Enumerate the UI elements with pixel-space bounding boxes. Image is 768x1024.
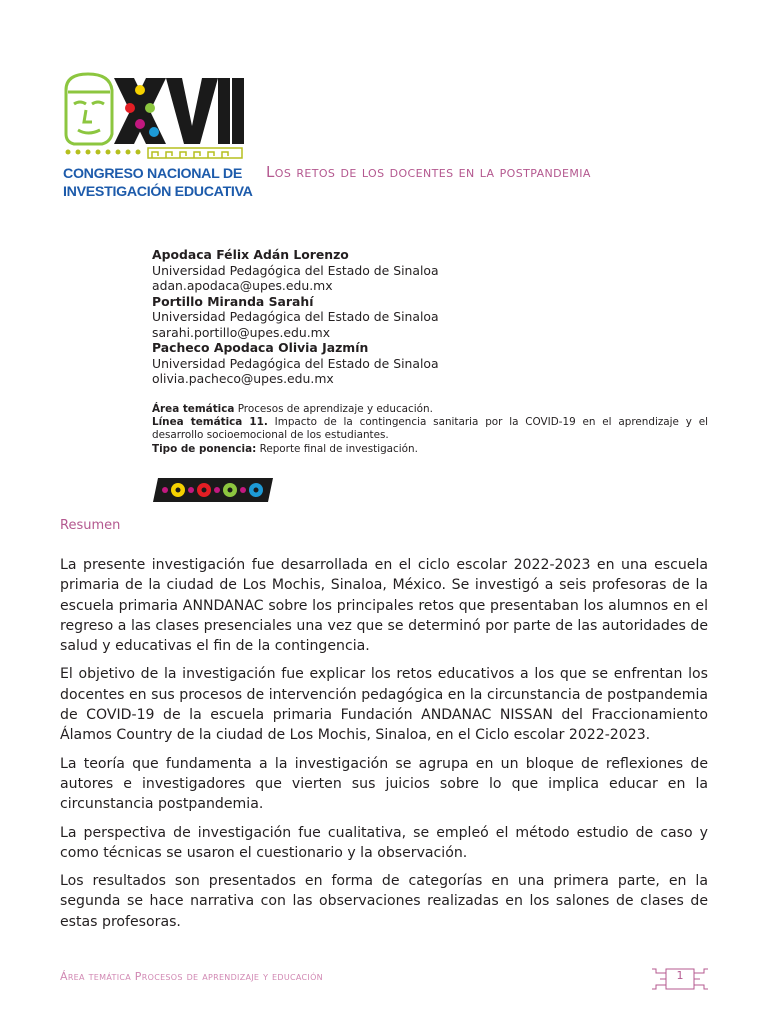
abstract-paragraph: Los resultados son presentados en forma de categorías en una primera parte, en la segunda se hace narrativa con las observaciones realizadas en los salones de clases de estas profesoras. xyxy=(60,873,708,930)
flower-icon xyxy=(249,483,263,497)
author-name: Portillo Miranda Sarahí xyxy=(152,293,314,309)
flower-strip xyxy=(152,477,274,507)
author-name: Pacheco Apodaca Olivia Jazmín xyxy=(152,340,369,355)
paper-metadata xyxy=(152,403,708,456)
logo-line-1: CONGRESO NACIONAL DE xyxy=(63,166,242,182)
congress-logo xyxy=(62,70,253,204)
author-email: adan.apodaca@upes.edu.mx xyxy=(152,278,333,293)
flower-icon xyxy=(171,483,185,497)
abstract-body xyxy=(60,555,708,940)
linea-value: Impacto de la contingencia sanitaria por la COVID-19 en el aprendizaje y el desarrollo socioemocional de los estudiantes. xyxy=(152,416,708,442)
logo-line-2: INVESTIGACIÓN EDUCATIVA xyxy=(63,184,253,200)
area-label: Área temática xyxy=(152,403,235,415)
abstract-paragraph: La perspectiva de investigación fue cualitativa, se empleó el método estudio de caso y como técnicas se usaron el cuestionario y la observación. xyxy=(60,824,708,861)
flower-icon xyxy=(223,483,237,497)
logo-graphic xyxy=(62,70,244,166)
author-email: sarahi.portillo@upes.edu.mx xyxy=(152,324,331,340)
summary-heading: Resumen xyxy=(60,518,121,533)
linea-label: Línea temática 11. xyxy=(152,416,268,429)
decorative-border xyxy=(66,148,243,158)
linea-line xyxy=(152,416,708,442)
tipo-value: Reporte final de investigación. xyxy=(256,442,418,455)
area-value: Procesos de aprendizaje y educación. xyxy=(234,403,433,415)
author-name: Apodaca Félix Adán Lorenzo xyxy=(152,247,349,262)
author-affiliation: Universidad Pedagógica del Estado de Sinaloa xyxy=(152,309,439,324)
abstract-paragraph: La presente investigación fue desarrollada en el ciclo escolar 2022-2023 en una escuela primaria de la ciudad de Los Mochis, Sinaloa, México. Se investigó a seis profesoras de la escuela primaria ANNDANAC sobre los principales retos que presentaban los alumnos en el regreso a las clases presenciales una vez que se determinó por parte de las autoridades de salud y educativas el fin de la contingencia. xyxy=(60,557,708,655)
author-affiliation: Universidad Pedagógica del Estado de Sinaloa xyxy=(152,262,439,278)
abstract-paragraph: El objetivo de la investigación fue explicar los retos educativos a los que se enfrentan los docentes en sus procesos de intervención pedagógica en la circunstancia de postpandemia de COVID-19 de la escuela primaria Fundación ANDANAC NISSAN del Fraccionamiento Álamos Country de la ciudad de Los Mochis, Sinaloa, en el Ciclo escolar 2022-2023. xyxy=(60,666,708,744)
paper-title: Los retos de los docentes en la postpandemia xyxy=(266,163,591,181)
author-block xyxy=(152,247,439,387)
author-email: olivia.pacheco@upes.edu.mx xyxy=(152,371,334,386)
author-affiliation: Universidad Pedagógica del Estado de Sinaloa xyxy=(152,355,439,371)
page-number: 1 xyxy=(676,969,684,982)
flower-icon xyxy=(197,483,211,497)
footer-text: Área temática Procesos de aprendizaje y educación xyxy=(60,970,323,983)
olmec-head-icon xyxy=(66,74,112,144)
area-line xyxy=(152,403,708,416)
roman-x-icon xyxy=(114,78,166,144)
tipo-line xyxy=(152,443,708,456)
flower-strip-graphic xyxy=(152,477,274,503)
abstract-paragraph: La teoría que fundamenta a la investigación se agrupa en un bloque de reflexiones de autores e investigadores que vierten sus juicios sobre lo que implica educar en la circunstancia postpandemia. xyxy=(60,755,708,813)
tipo-label: Tipo de ponencia: xyxy=(152,442,257,455)
roman-vii-text-graphic xyxy=(166,78,244,144)
